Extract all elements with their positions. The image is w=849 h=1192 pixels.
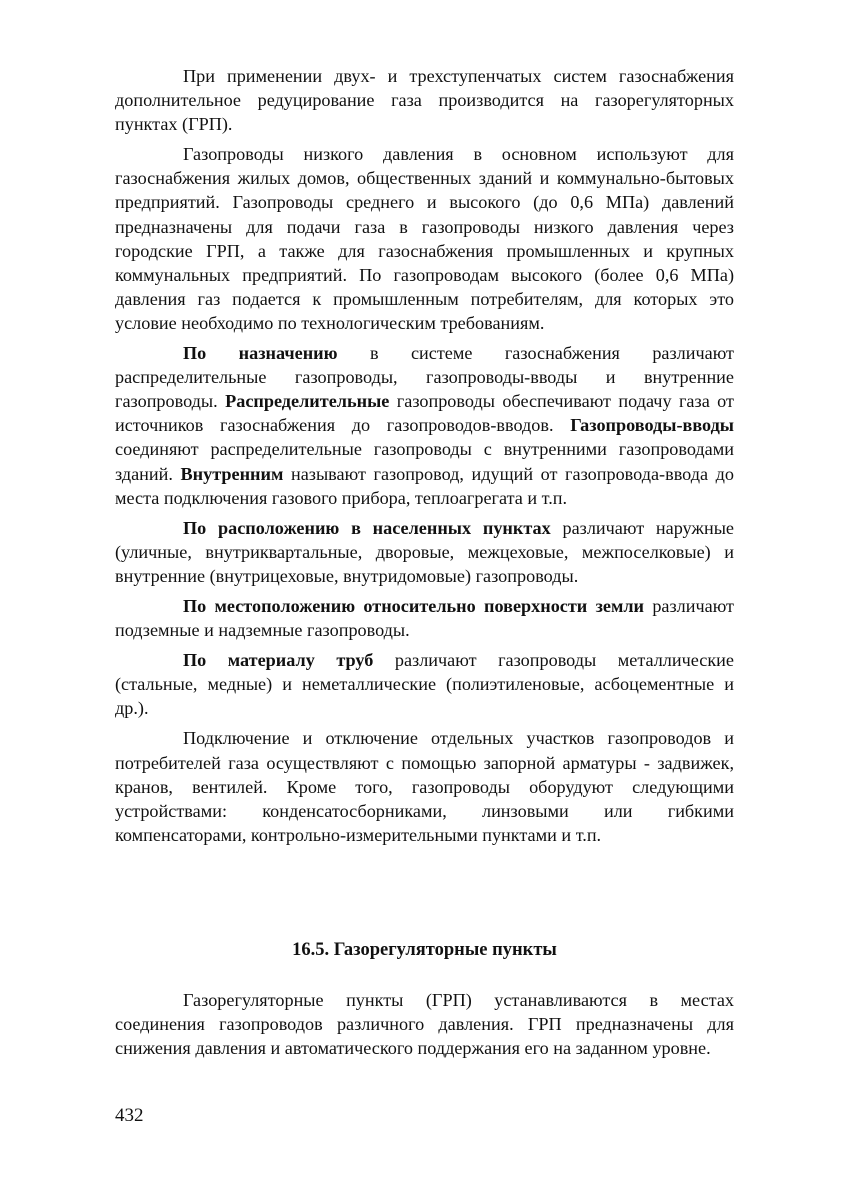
body-paragraph (115, 648, 734, 720)
body-paragraph (115, 142, 734, 335)
body-paragraph (115, 594, 734, 642)
bold-term: Внутренним (180, 463, 284, 484)
body-paragraph (115, 64, 734, 136)
text-run: различают подземные и надземные газопроводы. (115, 595, 734, 641)
body-paragraph (115, 516, 734, 588)
body-paragraph (115, 341, 734, 510)
text-run: Газопроводы низкого давления в основном используют для газоснабжения жилых домов, общественных зданий и коммунально-бытовых предприятий. Газопроводы среднего и высокого (до 0,6 МПа) давлений предназначены для подачи газа в газопроводы низкого давления через городские ГРП, а также для газоснабжения промышленных и крупных коммунальных предприятий. По газопроводам высокого (более 0,6 МПа) давления газ подается к промышленным потребителям, для которых это условие необходимо по технологическим требованиям. (115, 144, 734, 333)
text-run: различают газопроводы металлические (стальные, медные) и неметаллические (полиэтиленовые, асбоцементные и др.). (115, 650, 734, 719)
text-run: различают наружные (уличные, внутриквартальные, дворовые, межцеховые, межпоселковые) и внутренние (внутрицеховые, внутридомовые) газопроводы. (115, 517, 735, 586)
bold-term: По материалу труб (183, 650, 374, 671)
section-heading-wrap (115, 938, 734, 962)
section-intro (115, 988, 734, 1060)
section-heading: 16.5. Газорегуляторные пункты (292, 940, 557, 960)
bold-term: По назначению (183, 343, 338, 364)
text-run: соединяют распределительные газопроводы с внутренними газопроводами зданий. (115, 439, 734, 484)
bold-term: По местоположению относительно поверхности земли (183, 595, 645, 616)
bold-term: Распределительные (225, 391, 390, 412)
bold-term: Газопроводы-вводы (570, 415, 734, 436)
text-run: При применении двух- и трехступенчатых систем газоснабжения дополнительное редуцирование газа производится на газорегуляторных пунктах (ГРП). (115, 66, 734, 135)
body-paragraph (115, 726, 734, 846)
text-run: Подключение и отключение отдельных участков газопроводов и потребителей газа осуществляют с помощью запорной арматуры - задвижек, кранов, вентилей. Кроме того, газопроводы оборудуют следующими устройствами: конденсатосборниками, линзовыми или гибкими компенсаторами, контрольно-измерительными пунктами и т.п. (115, 728, 734, 845)
bold-term: По расположению в населенных пунктах (183, 517, 551, 538)
section-intro-paragraph: Газорегуляторные пункты (ГРП) устанавливаются в местах соединения газопроводов различного давления. ГРП предназначены для снижения давления и автоматического поддержания его на заданном уровне. (115, 990, 734, 1059)
text-run: в системе газоснабжения различают распределительные газопроводы, газопроводы-вводы и внутренние газопроводы. (115, 343, 734, 412)
body-text (115, 64, 734, 847)
text-run: называют газопровод, идущий от газопровода-ввода до места подключения газового прибора, теплоагрегата и т.п. (115, 463, 734, 508)
text-run: газопроводы обеспечивают подачу газа от источников газоснабжения до газопроводов-вводов. (115, 391, 734, 436)
page-number: 432 (115, 1105, 144, 1126)
